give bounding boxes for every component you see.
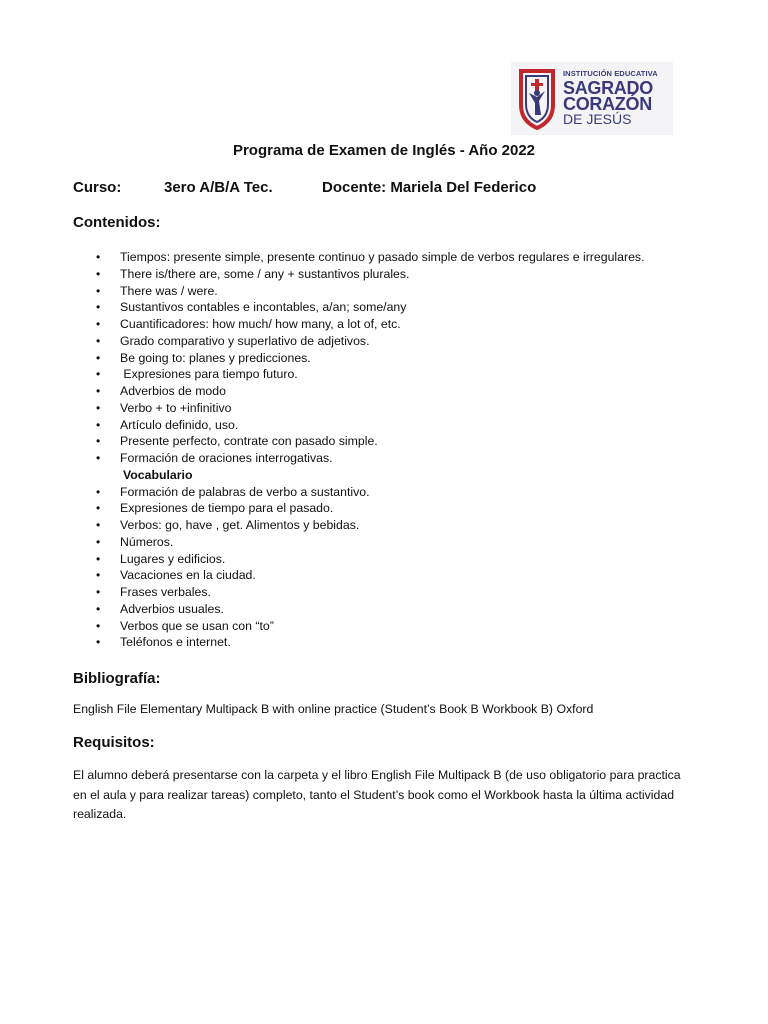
list-item-text: Grado comparativo y superlativo de adjetivos. xyxy=(120,333,370,348)
list-item-text: There was / were. xyxy=(120,283,218,298)
list-item xyxy=(0,551,768,568)
list-item xyxy=(0,350,768,367)
list-item xyxy=(0,299,768,316)
bullet: • xyxy=(96,333,101,348)
bullet: • xyxy=(96,417,101,432)
bibliografia-heading: Bibliografía: xyxy=(73,670,161,687)
list-item-text: Tiempos: presente simple, presente continuo y pasado simple de verbos regulares e irregulares. xyxy=(120,250,645,264)
list-item-text: Lugares y edificios. xyxy=(120,551,226,566)
list-item xyxy=(0,433,768,450)
list-item-text: Expresiones de tiempo para el pasado. xyxy=(120,501,334,516)
logo-line-corazon: CORAZÓN xyxy=(563,93,652,114)
list-item xyxy=(0,249,768,266)
list-item xyxy=(0,584,768,601)
bullet: • xyxy=(96,568,101,583)
school-logo xyxy=(511,62,673,135)
list-item-text: Formación de palabras de verbo a sustantivo. xyxy=(120,484,370,499)
list-item xyxy=(0,266,768,283)
bullet: • xyxy=(96,250,101,264)
bullet: • xyxy=(96,585,101,599)
list-item-text: Verbos que se usan con “to” xyxy=(120,618,274,633)
bullet: • xyxy=(96,350,101,365)
list-item xyxy=(0,500,768,517)
list-item xyxy=(0,400,768,417)
list-item xyxy=(0,534,768,551)
course-value: 3ero A/B/A Tec. xyxy=(164,179,273,196)
list-item-text: Frases verbales. xyxy=(120,585,211,599)
course-label: Curso: xyxy=(73,179,122,196)
bullet: • xyxy=(96,551,101,566)
bullet: • xyxy=(96,518,101,532)
bullet: • xyxy=(96,618,101,633)
list-item-text: Verbo + to +infinitivo xyxy=(120,400,232,415)
list-item-text: Sustantivos contables e incontables, a/an; some/any xyxy=(120,300,407,315)
bullet: • xyxy=(96,384,101,398)
vocabulary-subheading xyxy=(0,467,768,484)
list-item xyxy=(0,634,768,651)
list-item-text: Artículo definido, uso. xyxy=(120,417,239,432)
bullet: • xyxy=(96,400,101,415)
requisitos-heading: Requisitos: xyxy=(73,734,155,751)
list-item xyxy=(0,417,768,434)
bullet: • xyxy=(96,451,101,465)
list-item-text: Números. xyxy=(120,534,174,549)
bullet: • xyxy=(96,501,101,516)
list-item-text: Cuantificadores: how much/ how many, a lot of, etc. xyxy=(120,317,401,331)
logo-line-institution: INSTITUCIÓN EDUCATIVA xyxy=(563,69,658,79)
list-item xyxy=(0,517,768,534)
subheading-text: Vocabulario xyxy=(123,467,193,482)
list-item-text: Verbos: go, have , get. Alimentos y bebidas. xyxy=(120,518,360,532)
list-item-text: Expresiones para tiempo futuro. xyxy=(120,367,298,382)
logo-line-jesus: DE JESÚS xyxy=(563,110,632,127)
list-item-text: Adverbios usuales. xyxy=(120,601,224,616)
bullet: • xyxy=(96,484,101,499)
list-item-text: Adverbios de modo xyxy=(120,384,226,398)
list-item xyxy=(0,316,768,333)
list-item xyxy=(0,383,768,400)
list-item xyxy=(0,283,768,300)
list-item-text: Teléfonos e internet. xyxy=(120,635,231,650)
bullet: • xyxy=(96,534,101,549)
bullet: • xyxy=(96,300,101,315)
logo-line-sagrado: SAGRADO xyxy=(563,77,653,98)
bibliografia-text: English File Elementary Multipack B with online practice (Student’s Book B Workbook B) Oxford xyxy=(73,702,594,716)
bullet: • xyxy=(96,367,101,382)
list-item-text: Be going to: planes y predicciones. xyxy=(120,350,311,365)
requisitos-text: El alumno deberá presentarse con la carpeta y el libro English File Multipack B (de uso obligatorio para practica en el aula y para realizar tareas) completo, tanto el Student’s book como el Workbook hasta la última actividad realizada. xyxy=(73,768,681,821)
bullet: • xyxy=(96,601,101,616)
bullet: • xyxy=(96,635,101,650)
list-item xyxy=(0,618,768,635)
bullet: • xyxy=(96,283,101,298)
list-item-text: There is/there are, some / any + sustantivos plurales. xyxy=(120,266,410,281)
teacher-name: Docente: Mariela Del Federico xyxy=(322,179,537,196)
bullet: • xyxy=(96,434,101,449)
list-item xyxy=(0,450,768,467)
list-item-text: Vacaciones en la ciudad. xyxy=(120,568,256,583)
bullet: • xyxy=(96,317,101,331)
bullet: • xyxy=(96,266,101,281)
shield-icon xyxy=(517,67,557,131)
list-item-text: Presente perfecto, contrate con pasado simple. xyxy=(120,434,378,449)
course-line xyxy=(73,179,733,199)
contenidos-heading: Contenidos: xyxy=(73,214,161,231)
list-item xyxy=(0,333,768,350)
page-title: Programa de Examen de Inglés - Año 2022 xyxy=(232,142,536,159)
list-item xyxy=(0,366,768,383)
list-item xyxy=(0,484,768,501)
list-item xyxy=(0,567,768,584)
contenidos-list xyxy=(0,249,768,651)
list-item xyxy=(0,601,768,618)
list-item-text: Formación de oraciones interrogativas. xyxy=(120,451,333,465)
